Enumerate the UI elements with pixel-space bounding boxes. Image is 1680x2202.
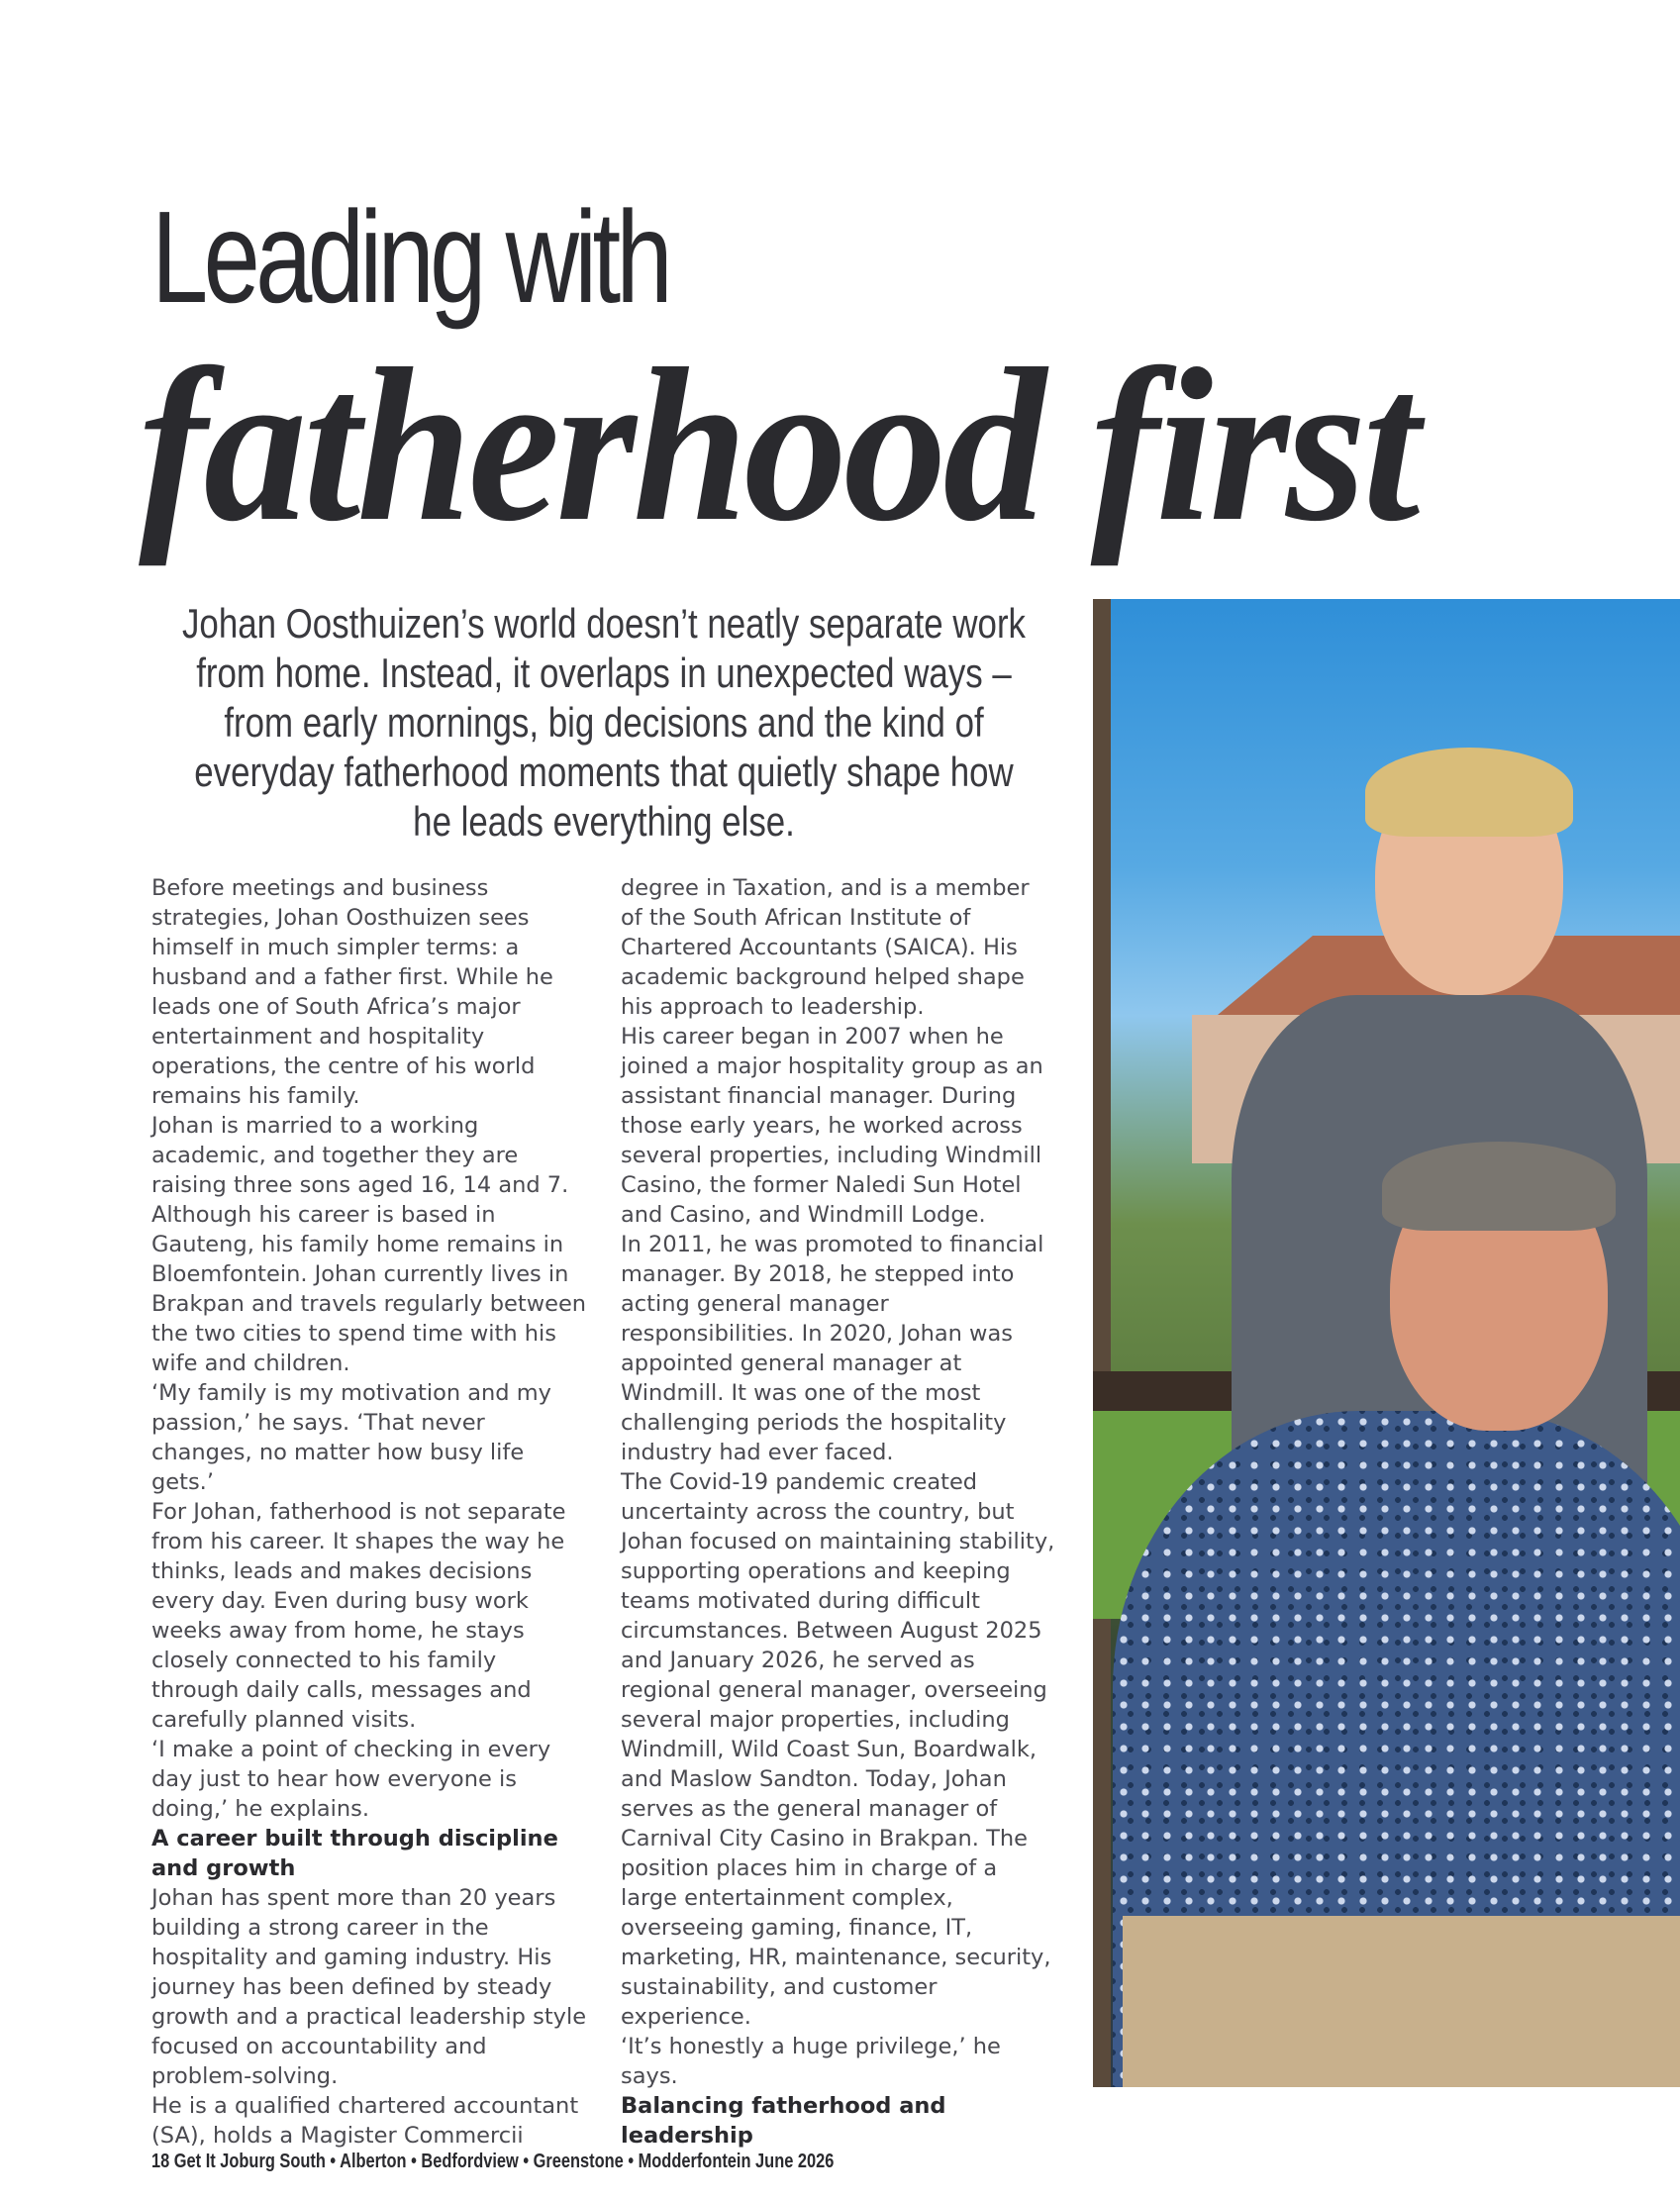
paragraph: Before meetings and business strategies, Johan Oosthuizen sees himself in much simpler terms: a husband and a father first. While he leads one of South Africa’s major entertainment and hospitality operations, the centre of his world remains his family. [151,875,553,1109]
paragraph: ‘I make a point of checking in every day just to hear how everyone is doing,’ he explains. [151,1737,551,1822]
paragraph: ‘My family is my motivation and my passion,’ he says. ‘That never changes, no matter how busy life gets.’ [151,1380,551,1495]
paragraph: ‘It’s honestly a huge privilege,’ he says. [621,2034,1001,2089]
page-footer: 18 Get It Joburg South • Alberton • Bedfordview • Greenstone • Modderfontein June 2026 [151,2151,835,2172]
headline-line-2: fatherhood first [139,324,1417,567]
paragraph: Johan has spent more than 20 years building a strong career in the hospitality and gaming industry. His journey has been defined by steady growth and a practical leadership style focused on accountability and problem-solving. [151,1885,587,2089]
paragraph: For Johan, fatherhood is not separate from his career. It shapes the way he thinks, leads and makes decisions every day. Even during busy work weeks away from home, he stays closely connected to his family through daily calls, messages and carefully planned visits. [151,1499,566,1733]
family-photo [1093,599,1680,2087]
man-trousers [1123,1916,1680,2087]
paragraph: The Covid-19 pandemic created uncertainty across the country, but Johan focused on maintaining stability, supporting operations and keeping teams motivated during difficult circumstances. Between August 2025 and January 2026, he served as regional general manager, overseeing several major properties, including Windmill, Wild Coast Sun, Boardwalk, and Maslow Sandton. Today, Johan serves as the general manager of Carnival City Casino in Brakpan. The position places him in charge of a large entertainment complex, overseeing gaming, finance, IT, marketing, HR, maintenance, security, sustainability, and customer experience. [621,1469,1055,2030]
left-column [151,873,587,2151]
man-hair [1382,1142,1616,1231]
paragraph: degree in Taxation, and is a member of the South African Institute of Chartered Accountants (SAICA). His academic background helped shape his approach to leadership. [621,875,1030,1020]
subheading: Balancing fatherhood and leadership [621,2093,946,2149]
door-frame [1093,599,1111,2087]
paragraph: In 2011, he was promoted to financial manager. By 2018, he stepped into acting general manager responsibilities. In 2020, Johan was appointed general manager at Windmill. It was one of the most challenging periods the hospitality industry had ever faced. [621,1232,1044,1465]
headline-line-1: Leading with [151,184,668,330]
subheading: A career built through discipline and growth [151,1826,558,1881]
right-column [621,873,1056,2151]
paragraph: His career began in 2007 when he joined a major hospitality group as an assistant financial manager. During those early years, he worked across several properties, including Windmill Casino, the former Naledi Sun Hotel and Casino, and Windmill Lodge. [621,1024,1043,1228]
boy-hair [1365,748,1573,837]
paragraph: Johan is married to a working academic, and together they are raising three sons aged 16, 14 and 7. Although his career is based in Gauteng, his family home remains in Bloemfontein. Johan currently lives in Brakpan and travels regularly between the two cities to spend time with his wife and children. [151,1113,587,1376]
paragraph: He is a qualified chartered accountant (SA), holds a Magister Commercii [151,2093,579,2149]
intro-standfirst: Johan Oosthuizen’s world doesn’t neatly separate work from home. Instead, it overlaps in unexpected ways – from early mornings, big decisions and the kind of everyday fatherhood moments that quietly shape how he leads everything else. [182,600,1026,845]
